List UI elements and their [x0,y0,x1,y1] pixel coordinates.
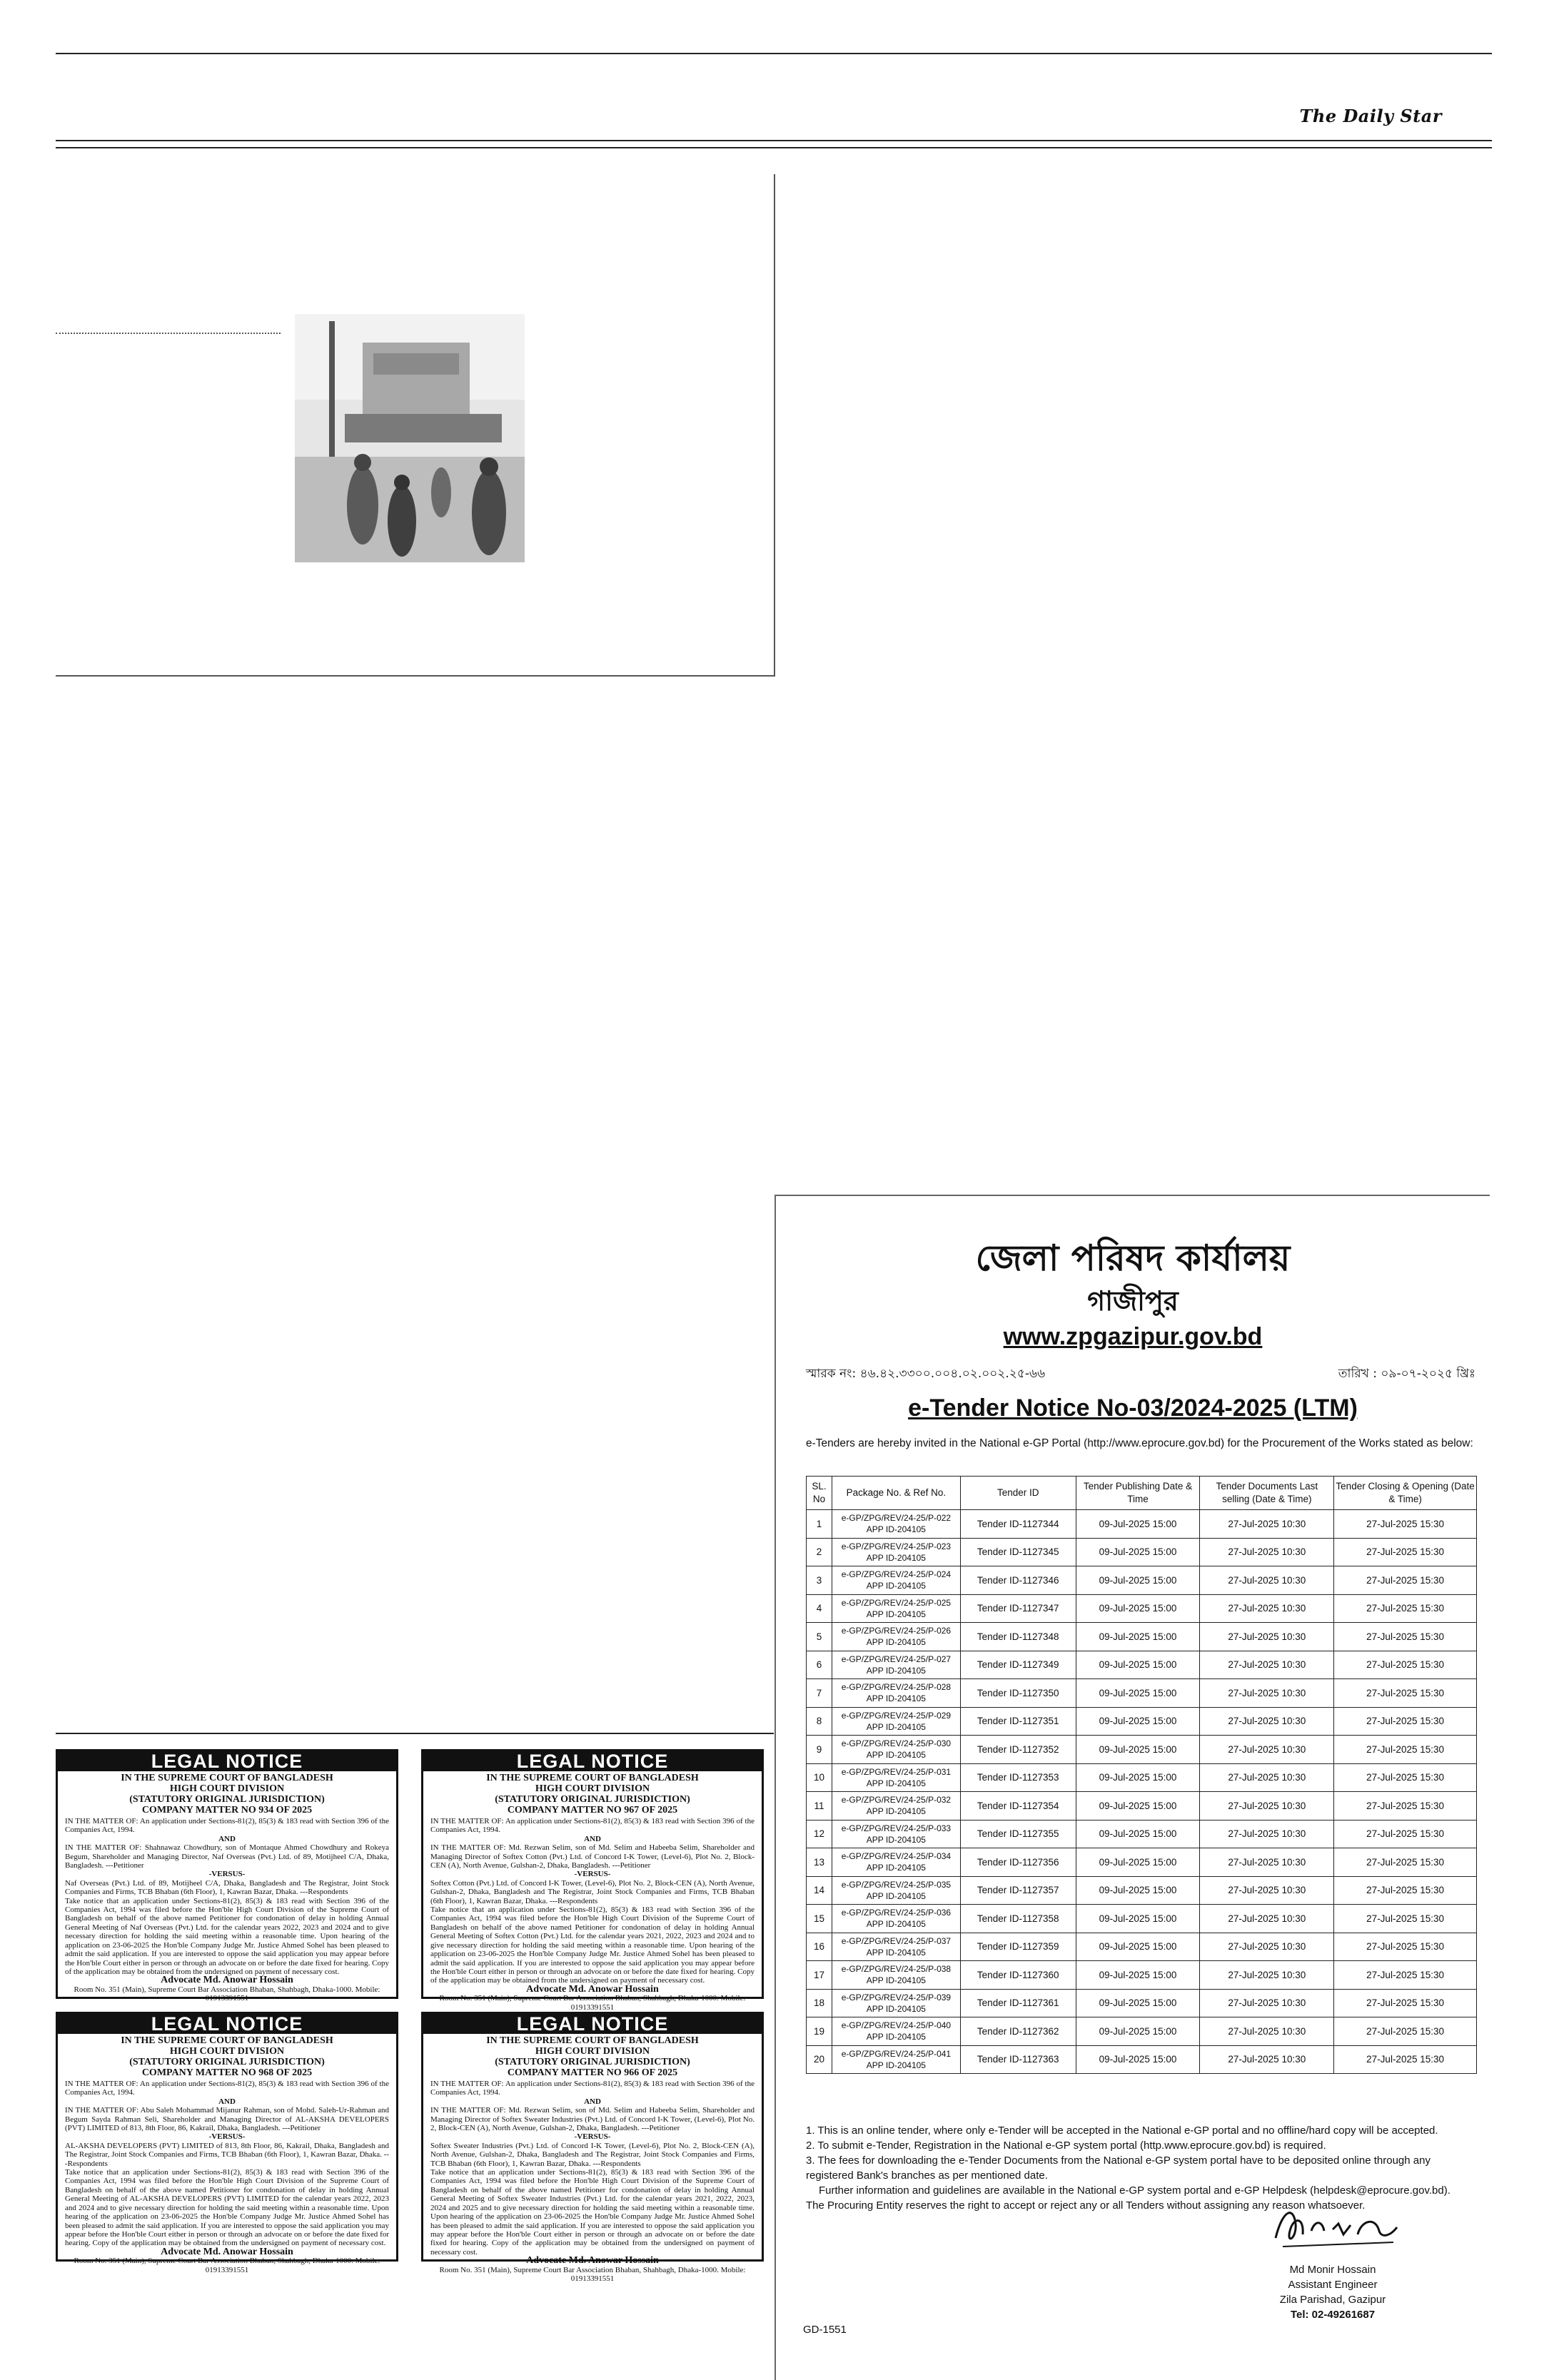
app-id: APP ID-204105 [866,2032,926,2042]
table-row [807,1989,1477,2017]
notice-text: Take notice that an application under Sections-81(2), 85(3) & 183 read with Section 396 of the Companies Act, 1994 was filed before the Hon'ble High Court Division of the Supreme Court of Bangladesh on behalf of the above named Petitioner for condonation of delay in holding Annual General Meeting of Softex Cotton (Pvt.) Ltd. for the calendar years 2021, 2022, 2023 and 2024 and to give necessary direction for holding the said meeting within a reasonable time. Upon hearing of the application on 23-06-2025 the Hon'ble Company Judge Mr. Justice Ahmed Sohel has been pleased to admit the said application. If you are interested to oppose the said application you may appear before the Hon'ble Court either in person or through an advocate on or before the date fixed for hearing. Copy of the application may be obtained from the undersigned on payment of necessary cost. [430,1905,755,1985]
table-row [807,1651,1477,1679]
legal-notice-banner: LEGAL NOTICE [423,1751,762,1771]
tender-id-cell: Tender ID-1127348 [960,1623,1076,1651]
signature [1261,2195,1404,2259]
table-row [807,1679,1477,1708]
sl-cell: 9 [807,1736,832,1764]
and-label: AND [584,2097,601,2106]
closing-date-cell: 27-Jul-2025 15:30 [1334,1989,1477,2017]
application-text: IN THE MATTER OF: An application under Sections-81(2), 85(3) & 183 read with Section 396 of the Companies Act, 1994. [430,1817,755,1835]
sl-cell: 16 [807,1933,832,1961]
publish-date-cell: 09-Jul-2025 15:00 [1076,1792,1200,1821]
tender-id-cell: Tender ID-1127354 [960,1792,1076,1821]
selling-date-cell: 27-Jul-2025 10:30 [1200,1566,1334,1595]
publish-date-cell: 09-Jul-2025 15:00 [1076,1679,1200,1708]
package-cell [832,1538,960,1566]
table-row [807,1792,1477,1821]
advocate-block [423,1985,762,2012]
closing-date-cell: 27-Jul-2025 15:30 [1334,1538,1477,1566]
advocate-address: Room No. 351 (Main), Supreme Court Bar Association Bhaban, Shahbagh, Dhaka-1000. Mobile: 01913391551 [439,2265,746,2283]
app-id: APP ID-204105 [866,1637,926,1648]
selling-date-cell: 27-Jul-2025 10:30 [1200,1651,1334,1679]
closing-date-cell: 27-Jul-2025 15:30 [1334,2045,1477,2074]
advocate-address: Room No. 351 (Main), Supreme Court Bar Association Bhaban, Shahbagh, Dhaka-1000. Mobile: 01913391551 [439,1994,746,2012]
notice-body [58,1816,396,1976]
closing-date-cell: 27-Jul-2025 15:30 [1334,1594,1477,1623]
court-division: HIGH COURT DIVISION [169,1783,285,1794]
closing-date-cell: 27-Jul-2025 15:30 [1334,1566,1477,1595]
tender-table-header [807,1477,1477,1510]
advocate-block [423,2257,762,2283]
package-cell [832,1820,960,1848]
header-publishing: Tender Publishing Date & Time [1076,1477,1200,1510]
petitioner-text: IN THE MATTER OF: Md. Rezwan Selim, son of Md. Selim and Habeeba Selim, Shareholder and Managing Director of Softex Sweater Industries (Pvt.) Ltd. of Concord I-K Tower, (Level-6), Plot No. 2, Block-CEN (A), North Avenue, Gulshan-2, Dhaka, Bangladesh. ---Petitioner [430,2106,755,2133]
package-ref: e-GP/ZPG/REV/24-25/P-035 [841,1879,952,1890]
versus-label: -VERSUS- [208,1870,246,1879]
district-name: গাজীপুর [1087,1285,1179,1317]
app-id: APP ID-204105 [866,1806,926,1817]
sl-cell: 13 [807,1848,832,1877]
closing-date-cell: 27-Jul-2025 15:30 [1334,2017,1477,2046]
masthead: The Daily Star [1299,106,1442,126]
publish-date-cell: 09-Jul-2025 15:00 [1076,1623,1200,1651]
app-id: APP ID-204105 [866,1778,926,1788]
table-row [807,1876,1477,1905]
package-cell [832,1763,960,1792]
package-cell [832,1736,960,1764]
signer-tel: Tel: 02-49261687 [1290,2309,1376,2321]
publish-date-cell: 09-Jul-2025 15:00 [1076,1538,1200,1566]
selling-date-cell: 27-Jul-2025 10:30 [1200,1848,1334,1877]
publish-date-cell: 09-Jul-2025 15:00 [1076,1651,1200,1679]
app-id: APP ID-204105 [866,2060,926,2070]
tender-id-cell: Tender ID-1127360 [960,1961,1076,1990]
header-tender-id: Tender ID [960,1477,1076,1510]
and-label: AND [218,2097,236,2106]
legal-notice [56,2012,398,2274]
app-id: APP ID-204105 [866,1863,926,1873]
selling-date-cell: 27-Jul-2025 10:30 [1200,1905,1334,1933]
package-ref: e-GP/ZPG/REV/24-25/P-040 [841,2020,952,2031]
and-label: AND [218,1834,236,1843]
package-ref: e-GP/ZPG/REV/24-25/P-029 [841,1710,952,1721]
petitioner-text: IN THE MATTER OF: Md. Rezwan Selim, son of Md. Selim and Habeeba Selim, Shareholder and Managing Director of Softex Cotton (Pvt.) Ltd. of Concord I-K Tower, (Level-6), Plot No. 2, Block-CEN (A), North Avenue, Gulshan-2, Dhaka, Bangladesh. ---Petitioner [430,1843,755,1870]
closing-date-cell: 27-Jul-2025 15:30 [1334,1623,1477,1651]
court-heading [423,1773,762,1816]
app-id: APP ID-204105 [866,1947,926,1958]
table-row [807,1933,1477,1961]
advocate-block [58,2248,396,2274]
sl-cell: 8 [807,1707,832,1736]
publish-date-cell: 09-Jul-2025 15:00 [1076,1566,1200,1595]
sl-cell: 3 [807,1566,832,1595]
company-matter: COMPANY MATTER NO 934 OF 2025 [141,1805,313,1816]
closing-date-cell: 27-Jul-2025 15:30 [1334,1820,1477,1848]
package-ref: e-GP/ZPG/REV/24-25/P-041 [841,2048,952,2059]
closing-date-cell: 27-Jul-2025 15:30 [1334,1905,1477,1933]
petitioner-text: IN THE MATTER OF: Abu Saleh Mohammad Mijanur Rahman, son of Mohd. Saleh-Ur-Rahman and Begum Sayda Rahman Seli, Shareholder and Managing Director of AL-AKSHA DEVELOPERS (PVT) LIMITED of 813, 8th Floor, 86, Kakrail, Dhaka, Bangladesh. ---Petitioner [65,2106,389,2133]
closing-date-cell: 27-Jul-2025 15:30 [1334,1510,1477,1539]
selling-date-cell: 27-Jul-2025 10:30 [1200,1538,1334,1566]
sl-cell: 7 [807,1679,832,1708]
selling-date-cell: 27-Jul-2025 10:30 [1200,1763,1334,1792]
advocate-address: Room No. 351 (Main), Supreme Court Bar Association Bhaban, Shahbagh, Dhaka-1000. Mobile: 01913391551 [74,1985,380,2003]
legal-notice [421,2012,764,2283]
website-link[interactable]: www.zpgazipur.gov.bd [1003,1323,1263,1350]
court-name: IN THE SUPREME COURT OF BANGLADESH [486,2035,699,2046]
package-ref: e-GP/ZPG/REV/24-25/P-025 [841,1597,952,1608]
tender-id-cell: Tender ID-1127347 [960,1594,1076,1623]
package-ref: e-GP/ZPG/REV/24-25/P-033 [841,1823,952,1833]
closing-date-cell: 27-Jul-2025 15:30 [1334,1707,1477,1736]
advocate-name: Advocate Md. Anowar Hossain [526,2255,659,2267]
app-id: APP ID-204105 [866,1750,926,1761]
selling-date-cell: 27-Jul-2025 10:30 [1200,1594,1334,1623]
company-matter: COMPANY MATTER NO 967 OF 2025 [507,1805,678,1816]
tender-id-cell: Tender ID-1127346 [960,1566,1076,1595]
header-package: Package No. & Ref No. [832,1477,960,1510]
court-heading [58,1773,396,1816]
table-row [807,1736,1477,1764]
table-row [807,1707,1477,1736]
sl-cell: 4 [807,1594,832,1623]
app-id: APP ID-204105 [866,1524,926,1535]
court-heading [58,2035,396,2078]
package-ref: e-GP/ZPG/REV/24-25/P-023 [841,1541,952,1551]
closing-date-cell: 27-Jul-2025 15:30 [1334,1763,1477,1792]
package-ref: e-GP/ZPG/REV/24-25/P-038 [841,1964,952,1975]
app-id: APP ID-204105 [866,1890,926,1901]
tender-id-cell: Tender ID-1127363 [960,2045,1076,2074]
table-row [807,1905,1477,1933]
table-row [807,1848,1477,1877]
package-ref: e-GP/ZPG/REV/24-25/P-027 [841,1654,952,1664]
tender-id-cell: Tender ID-1127353 [960,1763,1076,1792]
publish-date-cell: 09-Jul-2025 15:00 [1076,2017,1200,2046]
app-id: APP ID-204105 [866,1693,926,1704]
package-ref: e-GP/ZPG/REV/24-25/P-036 [841,1908,952,1918]
package-cell [832,1510,960,1539]
sl-cell: 14 [807,1876,832,1905]
package-ref: e-GP/ZPG/REV/24-25/P-030 [841,1738,952,1749]
app-id: APP ID-204105 [866,1834,926,1845]
closing-date-cell: 27-Jul-2025 15:30 [1334,1848,1477,1877]
package-cell [832,1594,960,1623]
news-photo [295,314,525,562]
package-cell [832,2045,960,2074]
package-cell [832,1651,960,1679]
sl-cell: 2 [807,1538,832,1566]
package-cell [832,1933,960,1961]
sl-cell: 17 [807,1961,832,1990]
table-row [807,1961,1477,1990]
table-row [807,1623,1477,1651]
advocate-name: Advocate Md. Anowar Hossain [526,1983,659,1995]
selling-date-cell: 27-Jul-2025 10:30 [1200,2017,1334,2046]
top-rule [56,53,1492,54]
tender-id-cell: Tender ID-1127359 [960,1933,1076,1961]
closing-date-cell: 27-Jul-2025 15:30 [1334,1736,1477,1764]
and-label: AND [584,1834,601,1843]
tender-id-cell: Tender ID-1127356 [960,1848,1076,1877]
header-sl: SL. No [807,1477,832,1510]
note-5: The Procuring Entity reserves the right to accept or reject any or all Tenders without assigning any reason whatsoever. [806,2199,1366,2212]
court-name: IN THE SUPREME COURT OF BANGLADESH [486,1773,699,1783]
closing-date-cell: 27-Jul-2025 15:30 [1334,1792,1477,1821]
closing-date-cell: 27-Jul-2025 15:30 [1334,1679,1477,1708]
sl-cell: 15 [807,1905,832,1933]
notice-text: Take notice that an application under Sections-81(2), 85(3) & 183 read with Section 396 of the Companies Act, 1994 was filed before the Hon'ble High Court Division of the Supreme Court of Bangladesh on behalf of the above named Petitioner for condonation of delay in holding Annual General Meeting of AL-AKSHA DEVELOPERS (PVT) LIMITED for the calendar years 2022, 2023 and 2024 and to give necessary direction for holding the said meeting within a reasonable time. Upon hearing of the application on 23-06-2025 the Hon'ble Company Judge Mr. Justice Ahmed Sohel has been pleased to admit the said application. If you are interested to oppose the said application you may appear before the Hon'ble Court either in person or through an advocate on or before the date fixed for hearing. Copy of the application may be obtained from the undersigned on payment of necessary cost. [65,2168,389,2248]
package-ref: e-GP/ZPG/REV/24-25/P-039 [841,1992,952,2002]
publish-date-cell: 09-Jul-2025 15:00 [1076,1594,1200,1623]
selling-date-cell: 27-Jul-2025 10:30 [1200,1792,1334,1821]
court-jurisdiction: (STATUTORY ORIGINAL JURISDICTION) [495,1794,690,1805]
application-text: IN THE MATTER OF: An application under Sections-81(2), 85(3) & 183 read with Section 396 of the Companies Act, 1994. [430,2080,755,2097]
tender-id-cell: Tender ID-1127355 [960,1820,1076,1848]
package-cell [832,1566,960,1595]
app-id: APP ID-204105 [866,1975,926,1986]
selling-date-cell: 27-Jul-2025 10:30 [1200,1820,1334,1848]
selling-date-cell: 27-Jul-2025 10:30 [1200,1736,1334,1764]
legal-notice-banner: LEGAL NOTICE [58,2014,396,2034]
tender-notice [774,1195,1490,2380]
sl-cell: 20 [807,2045,832,2074]
package-cell [832,1792,960,1821]
memo-number: স্মারক নং: ৪৬.৪২.৩৩০০.০০৪.০২.০০২.২৫-৬৬ [806,1367,1046,1381]
respondents-text: Softex Cotton (Pvt.) Ltd. of Concord I-K Tower, (Level-6), Plot No. 2, Block-CEN (A), North Avenue, Gulshan-2, Dhaka, Bangladesh and The Registrar, Joint Stock Companies and Firms, TCB Bhaban (6th Floor), 1, Kawran Bazar, Dhaka. ---Respondents [430,1878,755,1905]
notice-body [423,2078,762,2257]
legal-notice [56,1749,398,2003]
notice-date: তারিখ : ০৯-০৭-২০২৫ খ্রিঃ [1338,1367,1475,1381]
court-name: IN THE SUPREME COURT OF BANGLADESH [121,1773,333,1783]
sl-cell: 10 [807,1763,832,1792]
sl-cell: 18 [807,1989,832,2017]
publish-date-cell: 09-Jul-2025 15:00 [1076,1848,1200,1877]
note-4: Further information and guidelines are available in the National e-GP system portal and e-GP Helpdesk (helpdesk@eprocure.gov.bd). [819,2184,1450,2197]
note-1: 1. This is an online tender, where only e-Tender will be accepted in the National e-GP portal and no offline/hard copy will be accepted. [806,2125,1438,2137]
tender-id-cell: Tender ID-1127362 [960,2017,1076,2046]
signer-title: Assistant Engineer [1288,2279,1378,2291]
app-id: APP ID-204105 [866,1552,926,1563]
package-cell [832,1679,960,1708]
selling-date-cell: 27-Jul-2025 10:30 [1200,1933,1334,1961]
publish-date-cell: 09-Jul-2025 15:00 [1076,1820,1200,1848]
versus-label: -VERSUS- [574,1870,611,1879]
application-text: IN THE MATTER OF: An application under Sections-81(2), 85(3) & 183 read with Section 396 of the Companies Act, 1994. [65,1817,389,1835]
tender-id-cell: Tender ID-1127349 [960,1651,1076,1679]
table-row [807,1820,1477,1848]
app-id: APP ID-204105 [866,2003,926,2014]
dotted-divider [56,333,281,334]
legal-notice-banner: LEGAL NOTICE [423,2014,762,2034]
publish-date-cell: 09-Jul-2025 15:00 [1076,1989,1200,2017]
publish-date-cell: 09-Jul-2025 15:00 [1076,1876,1200,1905]
selling-date-cell: 27-Jul-2025 10:30 [1200,1961,1334,1990]
sl-cell: 12 [807,1820,832,1848]
app-id: APP ID-204105 [866,1721,926,1732]
table-row [807,1566,1477,1595]
package-ref: e-GP/ZPG/REV/24-25/P-034 [841,1851,952,1862]
versus-label: -VERSUS- [574,2132,611,2142]
table-row [807,1594,1477,1623]
publish-date-cell: 09-Jul-2025 15:00 [1076,1961,1200,1990]
company-matter: COMPANY MATTER NO 966 OF 2025 [507,2067,678,2078]
app-id: APP ID-204105 [866,1609,926,1619]
tender-title: e-Tender Notice No-03/2024-2025 (LTM) [908,1394,1358,1422]
table-row [807,1538,1477,1566]
package-ref: e-GP/ZPG/REV/24-25/P-026 [841,1626,952,1636]
tender-intro: e-Tenders are hereby invited in the National e-GP Portal (http://www.eprocure.gov.bd) for the Procurement of the Works stated as below: [806,1437,1473,1449]
respondents-text: Softex Sweater Industries (Pvt.) Ltd. of Concord I-K Tower, (Level-6), Plot No. 2, Block-CEN (A), North Avenue, Gulshan-2, Dhaka, Bangladesh and The Registrar, Joint Stock Companies and Firms, TCB Bhaban (6th Floor), 1, Kawran Bazar, Dhaka. ---Respondents [430,2141,755,2168]
advocate-block [58,1976,396,2002]
sl-cell: 19 [807,2017,832,2046]
header-selling: Tender Documents Last selling (Date & Time) [1200,1477,1334,1510]
respondents-text: AL-AKSHA DEVELOPERS (PVT) LIMITED of 813, 8th Floor, 86, Kakrail, Dhaka, Bangladesh and The Registrar, Joint Stock Companies and Firms, TCB Bhaban (6th Floor), 1, Kawran Bazar, Dhaka. ---Respondents [65,2141,389,2168]
publish-date-cell: 09-Jul-2025 15:00 [1076,1707,1200,1736]
table-row [807,2017,1477,2046]
court-jurisdiction: (STATUTORY ORIGINAL JURISDICTION) [129,1794,325,1805]
court-jurisdiction: (STATUTORY ORIGINAL JURISDICTION) [129,2057,325,2067]
selling-date-cell: 27-Jul-2025 10:30 [1200,2045,1334,2074]
signer-name: Md Monir Hossain [1289,2264,1376,2276]
top-content-box [56,174,775,677]
app-id: APP ID-204105 [866,1665,926,1676]
publish-date-cell: 09-Jul-2025 15:00 [1076,1510,1200,1539]
office-name: জেলা পরিষদ কার্যালয় [975,1237,1291,1279]
tender-id-cell: Tender ID-1127350 [960,1679,1076,1708]
selling-date-cell: 27-Jul-2025 10:30 [1200,1679,1334,1708]
package-ref: e-GP/ZPG/REV/24-25/P-022 [841,1513,952,1524]
legal-notice [421,1749,764,2012]
sl-cell: 5 [807,1623,832,1651]
tender-id-cell: Tender ID-1127344 [960,1510,1076,1539]
header-closing: Tender Closing & Opening (Date & Time) [1334,1477,1477,1510]
app-id: APP ID-204105 [866,1581,926,1591]
publish-date-cell: 09-Jul-2025 15:00 [1076,1736,1200,1764]
court-jurisdiction: (STATUTORY ORIGINAL JURISDICTION) [495,2057,690,2067]
package-cell [832,1623,960,1651]
publish-date-cell: 09-Jul-2025 15:00 [1076,1763,1200,1792]
tender-id-cell: Tender ID-1127352 [960,1736,1076,1764]
package-cell [832,1989,960,2017]
package-ref: e-GP/ZPG/REV/24-25/P-028 [841,1682,952,1693]
notice-body [423,1816,762,1985]
closing-date-cell: 27-Jul-2025 15:30 [1334,1651,1477,1679]
court-division: HIGH COURT DIVISION [535,2046,650,2057]
package-ref: e-GP/ZPG/REV/24-25/P-037 [841,1935,952,1946]
selling-date-cell: 27-Jul-2025 10:30 [1200,1510,1334,1539]
advocate-name: Advocate Md. Anowar Hossain [161,2246,293,2257]
notice-text: Take notice that an application under Sections-81(2), 85(3) & 183 read with Section 396 of the Companies Act, 1994 was filed before the Hon'ble High Court Division of the Supreme Court of Bangladesh on behalf of the above named Petitioner for condonation of delay in holding Annual General Meeting of Softex Sweater Industries (Pvt.) Ltd. for the calendar years 2021, 2022, 2023, 2024 and 2025 and to give necessary direction for holding the said meeting within a reasonable time. Upon hearing of the application on 23-06-2025 the Hon'ble Company Judge Mr. Justice Ahmed Sohel has been pleased to admit the said application. If you are interested to oppose the said application you may appear before the Hon'ble Court either in person or through an advocate on or before the date fixed for hearing. Copy of the application may be obtained from the undersigned on payment of necessary cost. [430,2168,755,2257]
legal-notice-banner: LEGAL NOTICE [58,1751,396,1771]
package-cell [832,1905,960,1933]
selling-date-cell: 27-Jul-2025 10:30 [1200,1876,1334,1905]
table-row [807,2045,1477,2074]
company-matter: COMPANY MATTER NO 968 OF 2025 [141,2067,313,2078]
tender-id-cell: Tender ID-1127361 [960,1989,1076,2017]
note-2: 2. To submit e-Tender, Registration in the National e-GP system portal (http.www.eprocure.gov.bd) is required. [806,2140,1326,2152]
sl-cell: 1 [807,1510,832,1539]
advocate-name: Advocate Md. Anowar Hossain [161,1975,293,1986]
respondents-text: Naf Overseas (Pvt.) Ltd. of 89, Motijheel C/A, Dhaka, Bangladesh and The Registrar, Joint Stock Companies and Firms, TCB Bhaban (6th Floor), 1, Kawran Bazar, Dhaka. ---Respondents [65,1878,389,1897]
application-text: IN THE MATTER OF: An application under Sections-81(2), 85(3) & 183 read with Section 396 of the Companies Act, 1994. [65,2080,389,2097]
package-ref: e-GP/ZPG/REV/24-25/P-024 [841,1569,952,1580]
court-division: HIGH COURT DIVISION [169,2046,285,2057]
note-3: 3. The fees for downloading the e-Tender Documents from the National e-GP system portal have to be deposited online through any registered Bank's branches as per mentioned date. [806,2154,1431,2182]
tender-id-cell: Tender ID-1127358 [960,1905,1076,1933]
tender-table [806,1476,1477,2074]
selling-date-cell: 27-Jul-2025 10:30 [1200,1989,1334,2017]
package-cell [832,1707,960,1736]
tender-id-cell: Tender ID-1127345 [960,1538,1076,1566]
closing-date-cell: 27-Jul-2025 15:30 [1334,1961,1477,1990]
petitioner-text: IN THE MATTER OF: Shahnawaz Chowdhury, son of Montaque Ahmed Chowdhury and Rokeya Begum, Shareholder and Managing Director, Naf Overseas (Pvt.) Ltd. of 89, Motijheel C/A, Dhaka, Bangladesh. ---Petitioner [65,1843,389,1870]
advocate-address: Room No. 351 (Main), Supreme Court Bar Association Bhaban, Shahbagh, Dhaka-1000. Mobile: 01913391551 [74,2257,380,2274]
court-heading [423,2035,762,2078]
notice-body [58,2078,396,2248]
gd-number: GD-1551 [803,2324,847,2336]
package-cell [832,1961,960,1990]
sl-cell: 11 [807,1792,832,1821]
selling-date-cell: 27-Jul-2025 10:30 [1200,1707,1334,1736]
app-id: APP ID-204105 [866,1919,926,1930]
section-rule [56,1733,774,1734]
closing-date-cell: 27-Jul-2025 15:30 [1334,1876,1477,1905]
package-ref: e-GP/ZPG/REV/24-25/P-031 [841,1766,952,1777]
court-division: HIGH COURT DIVISION [535,1783,650,1794]
signer-block [1261,2262,1404,2322]
versus-label: -VERSUS- [208,2132,246,2142]
masthead-rule-1 [56,140,1492,141]
signer-office: Zila Parishad, Gazipur [1279,2294,1386,2306]
package-cell [832,1876,960,1905]
sl-cell: 6 [807,1651,832,1679]
tender-id-cell: Tender ID-1127351 [960,1707,1076,1736]
publish-date-cell: 09-Jul-2025 15:00 [1076,1905,1200,1933]
package-cell [832,2017,960,2046]
closing-date-cell: 27-Jul-2025 15:30 [1334,1933,1477,1961]
tender-id-cell: Tender ID-1127357 [960,1876,1076,1905]
package-cell [832,1848,960,1877]
masthead-rule-2 [56,147,1492,148]
notice-text: Take notice that an application under Sections-81(2), 85(3) & 183 read with Section 396 of the Companies Act, 1994 was filed before the Hon'ble High Court Division of the Supreme Court of Bangladesh on behalf of the above named Petitioner for condonation of delay in holding Annual General Meeting of Naf Overseas (Pvt.) Ltd. for the calendar years 2022, 2023 and 2024 and to give necessary direction for holding the said meeting within a reasonable time. Upon hearing of the application on 23-06-2025 the Hon'ble Company Judge Mr. Justice Ahmed Sohel has been pleased to admit the said application. If you are interested to oppose the said application you may appear before the Hon'ble Court either in person or through an advocate on or before the date fixed for hearing. Copy of the application may be obtained from the undersigned on payment of necessary cost. [65,1896,389,1976]
table-row [807,1510,1477,1539]
table-row [807,1763,1477,1792]
court-name: IN THE SUPREME COURT OF BANGLADESH [121,2035,333,2046]
package-ref: e-GP/ZPG/REV/24-25/P-032 [841,1795,952,1806]
publish-date-cell: 09-Jul-2025 15:00 [1076,2045,1200,2074]
publish-date-cell: 09-Jul-2025 15:00 [1076,1933,1200,1961]
selling-date-cell: 27-Jul-2025 10:30 [1200,1623,1334,1651]
